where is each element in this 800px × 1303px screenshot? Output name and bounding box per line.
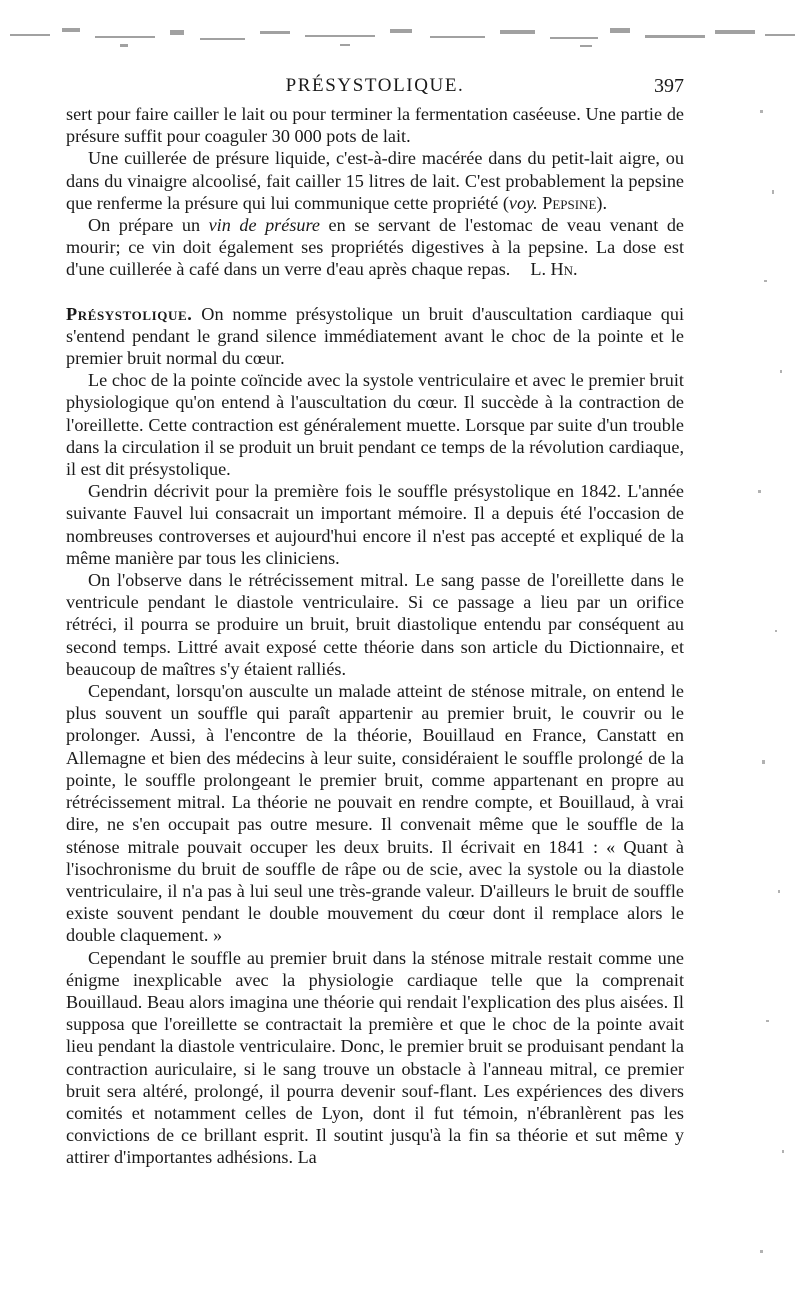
presystolique-paragraph-5: Cependant, lorsqu'on ausculte un malade atteint de sténose mitrale, on entend le plus souvent un souffle qui paraît appartenir au premier bruit, le couvrir ou le prolonger. Aussi, à l'encontre de la théorie, Bouillaud en France, Canstatt en Allemagne et bien des médecins à leur suite, considéraient le souffle prolongé de la pointe, le souffle prolongeant le premier bruit, comme appartenant en propre au rétrécissement mitral. La théorie ne pouvait en rendre compte, et Bouillaud, à vrai dire, ne s'en occupait pas outre mesure. Il convenait même que le souffle de la sténose mitrale pouvait occuper les deux bruits. Il écrivait en 1841 : « Quant à l'isochronisme du bruit de souffle de râpe ou de scie, avec la systole ou la diastole ventriculaire, il n'a pas à lui seul une très-grande valeur. D'ailleurs le bruit de souffle existe souvent pendant le double mouvement du cœur dont il remplace alors le double claquement. »	[66, 681, 684, 946]
presure-paragraph-2-text: Une cuillerée de présure liquide, c'est-à-dire macérée dans du petit-lait aigre, ou dans du vinaigre alcoolisé, fait cailler 15 litres de lait. C'est probablement la pepsine que renferme la présure qui lui communique cette propriété (	[66, 148, 684, 213]
presystolique-paragraph-2: Le choc de la pointe coïncide avec la systole ventriculaire et avec le premier bruit physiologique qu'on entend à l'auscultation du cœur. Il succède à la contraction de l'oreillette. Cette contraction est généralement muette. Lorsque par suite d'un trouble dans la circulation il se produit un bruit pendant ce temps de la révolution cardiaque, il est dit présystolique.	[66, 370, 684, 480]
presure-author: L. Hn.	[530, 259, 578, 280]
presure-paragraph-3-a: On prépare un	[88, 215, 209, 236]
presure-voy: voy.	[508, 192, 538, 213]
presure-paragraph-3-b: en se servant de l'estomac de veau venant de mourir; ce vin doit également ses propriétés digestives à la pepsine. La dose est d'une cuillerée à café dans un verre d'eau après chaque repas.	[66, 215, 685, 280]
presure-paragraph-3	[66, 214, 684, 281]
presure-paragraph-2-end: ).	[596, 192, 608, 213]
presure-paragraph-2	[66, 147, 684, 214]
presystolique-paragraph-6: Cependant le souffle au premier bruit dans la sténose mitrale restait comme une énigme inexplicable avec la physiologie cardiaque telle que la comprenait Bouillaud. Beau alors imagina une théorie qui rendait l'explication des plus aisées. Il supposa que l'oreillette se contractait la première et que le choc de la pointe avait lieu pendant la diastole ventriculaire. Donc, le premier bruit se produisant pendant la contraction auriculaire, si le sang trouve un obstacle à l'anneau mitral, ce premier bruit sera altéré, prolongé, il pourra devenir souf-flant. Les expériences des divers comités et notamment celles de Lyon, dont il fut témoin, n'ébranlèrent pas les convictions de ce brillant esprit. Il soutint jusqu'à la fin sa théorie et sut même y attirer d'importantes adhésions. La	[66, 947, 684, 1168]
presystolique-paragraph-1	[66, 303, 684, 370]
presure-crossref: Pepsine	[542, 192, 597, 213]
entry-headword: Présystolique.	[66, 303, 193, 324]
page-number: 397	[654, 75, 684, 97]
scan-noise-top	[0, 0, 800, 70]
presure-paragraph-1: sert pour faire cailler le lait ou pour terminer la fermentation caséeuse. Une partie de présure suffit pour coaguler 30 000 pots de lait.	[66, 104, 684, 147]
presystolique-paragraph-3: Gendrin décrivit pour la première fois le souffle présystolique en 1842. L'année suivante Fauvel lui consacrait un important mémoire. Il a depuis été l'occasion de nombreuses controverses et aujourd'hui encore il n'est pas accepté et expliqué de la même manière par tous les cliniciens.	[66, 481, 684, 568]
scan-noise-margin	[720, 70, 800, 1303]
entry-separator	[66, 281, 684, 303]
presystolique-paragraph-4: On l'observe dans le rétrécissement mitral. Le sang passe de l'oreillette dans le ventricule pendant le diastole ventriculaire. Si ce passage a lieu par un orifice rétréci, il pourra se produire un bruit, bruit diastolique entendu par conséquent au second temps. Littré avait exposé cette théorie dans son article du Dictionnaire, et beaucoup de maîtres s'y étaient ralliés.	[66, 570, 684, 679]
body-text	[66, 103, 684, 1169]
running-head	[66, 72, 684, 100]
running-title: PRÉSYSTOLIQUE.	[285, 75, 465, 96]
presystolique-paragraph-1-text: On nomme présystolique un bruit d'auscultation cardiaque qui s'entend pendant le grand silence immédiatement avant le choc de la pointe et le premier bruit normal du cœur.	[66, 303, 684, 369]
presure-paragraph-3-italic: vin de présure	[208, 215, 320, 236]
